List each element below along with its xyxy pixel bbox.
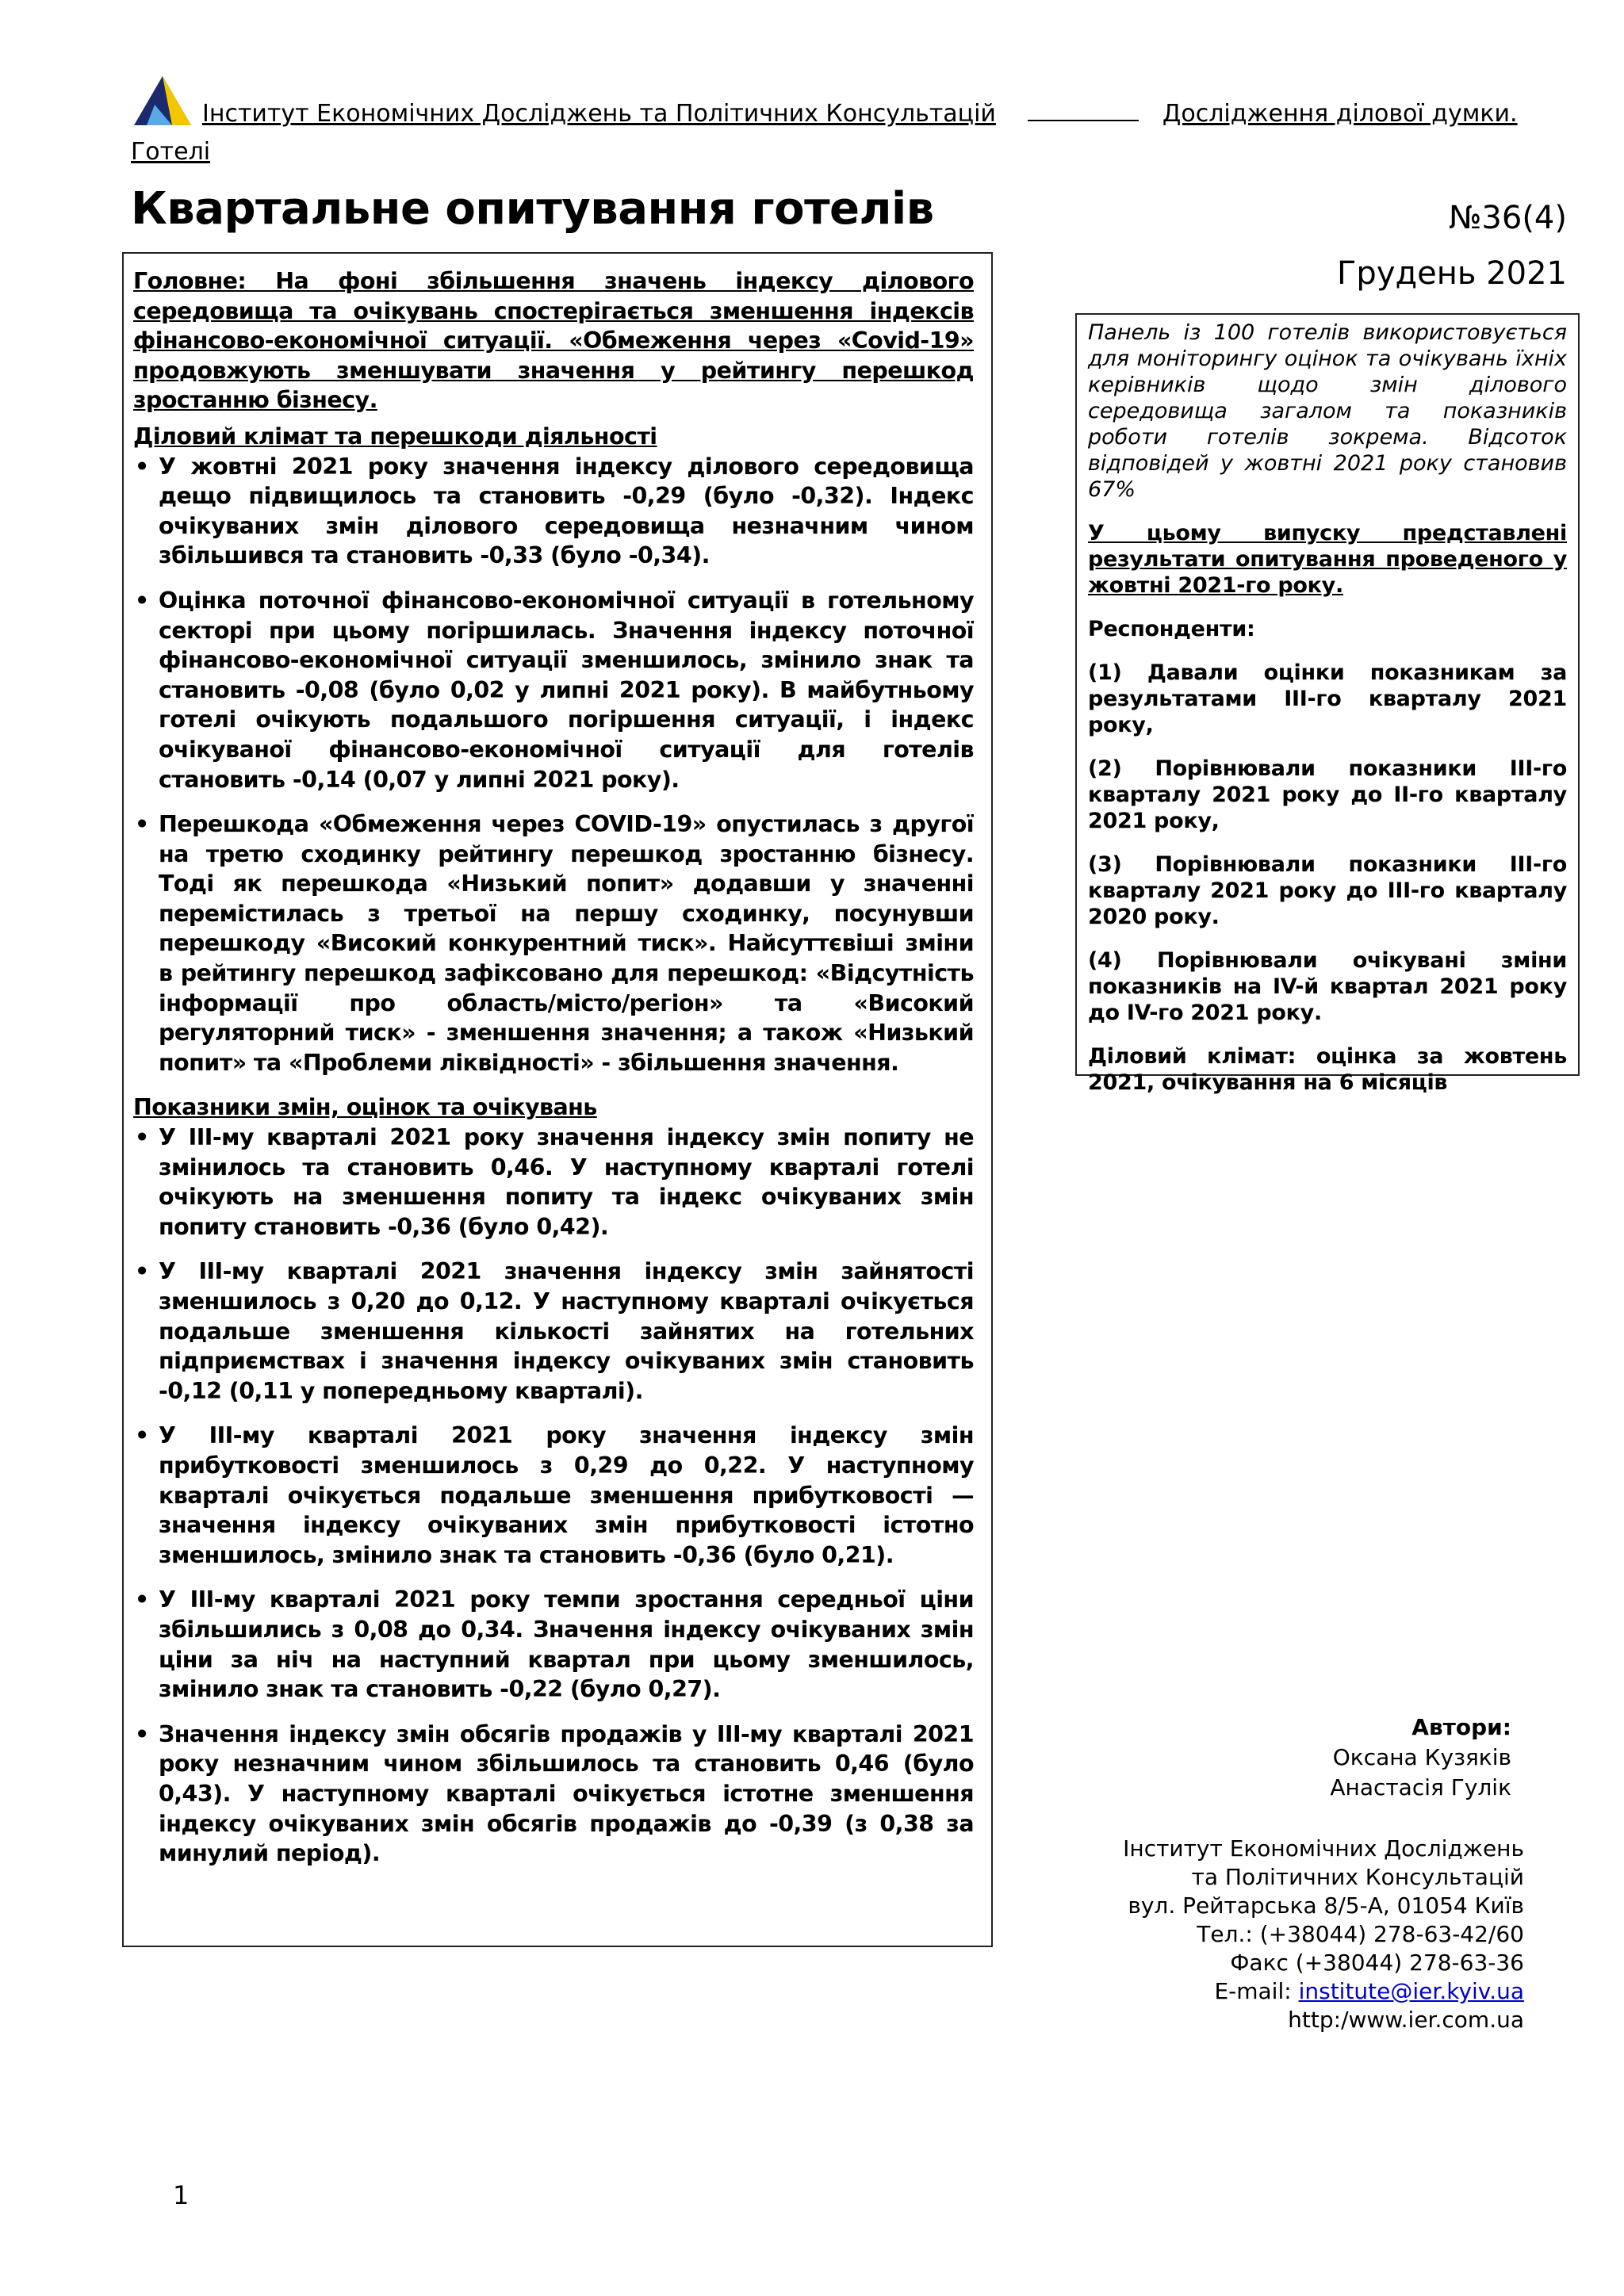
panel-description: Панель із 100 готелів використовується для моніторингу оцінок та очікувань їхніх керівників щодо змін ділового середовища загалом та показників роботи готелів зокрема. Відсоток відповідей у жовтні 2021 року становив 67% — [1088, 320, 1567, 502]
issue-number: №36(4) — [1448, 200, 1567, 236]
main-content-box — [122, 252, 993, 1947]
list-item: • У ІІІ-му кварталі 2021 року темпи зростання середньої ціни збільшились з 0,08 до 0,34. Значення індексу очікуваних змін ціни за ніч на наступний квартал при цьому зменшилось, змінило знак та становить -0,22 (було 0,27). — [133, 1585, 974, 1704]
list-item: • У ІІІ-му кварталі 2021 року значення індексу змін прибутковості зменшилось з 0,29 до 0,22. У наступному кварталі очікується подальше зменшення прибутковості — значення індексу очікуваних змін прибутковості істотно зменшилось, змінило знак та становить -0,36 (було 0,21). — [133, 1421, 974, 1570]
contact-fax: Факс (+38044) 278-63-36 — [1230, 1950, 1524, 1976]
header-series: Дослідження ділової думки. — [1162, 100, 1518, 128]
contact-block — [969, 1835, 1524, 2034]
summary-paragraph: Головне: На фоні збільшення значень індексу ділового середовища та очікувань спостерігається зменшення індексів фінансово-економічної ситуації. «Обмеження через «Covid-19» продовжують зменшувати значення у рейтингу перешкод зростанню бізнесу. — [133, 268, 974, 414]
contact-website[interactable]: http:/www.ier.com.ua — [1288, 2007, 1524, 2033]
respondent-item: (4) Порівнювали очікувані зміни показників на IV-й квартал 2021 року до IV-го 2021 року. — [1088, 948, 1567, 1025]
climate-note: Діловий клімат: оцінка за жовтень 2021, очікування на 6 місяців — [1088, 1044, 1567, 1095]
list-item: • Значення індексу змін обсягів продажів у ІІІ-му кварталі 2021 року незначним чином збільшилось та становить 0,46 (було 0,43). У наступному кварталі очікується істотне зменшення індексу очікуваних змін обсягів продажів до -0,39 (з 0,38 за минулий період). — [133, 1720, 974, 1869]
side-info-box — [1075, 313, 1580, 1095]
contact-address: вул. Рейтарська 8/5-А, 01054 Київ — [1128, 1892, 1524, 1919]
contact-phone: Тел.: (+38044) 278-63-42/60 — [1197, 1921, 1524, 1947]
author-name: Анастасія Гулік — [1330, 1774, 1511, 1800]
authors-block — [1115, 1712, 1511, 1803]
respondent-item: (1) Давали оцінки показникам за результатами ІІІ-го кварталу 2021 року, — [1088, 660, 1567, 737]
respondent-item: (2) Порівнювали показники ІІІ-го кварталу 2021 року до ІІ-го кварталу 2021 року, — [1088, 756, 1567, 833]
respondents-label: Респонденти: — [1088, 617, 1255, 641]
issue-date: Грудень 2021 — [1337, 255, 1567, 292]
section-heading-indicators: Показники змін, оцінок та очікувань — [133, 1094, 597, 1121]
page-number: 1 — [173, 2180, 190, 2210]
contact-institute-line1: Інститут Економічних Досліджень — [1123, 1835, 1524, 1862]
indicators-bullet-list — [133, 1123, 974, 1869]
author-name: Оксана Кузяків — [1332, 1744, 1511, 1770]
list-item: • Оцінка поточної фінансово-економічної ситуації в готельному секторі при цьому погіршилась. Значення індексу поточної фінансово-економічної ситуації зменшилось, змінило знак та становить -0,08 (було 0,02 у липні 2021 року). В майбутньому готелі очікують подальшого погіршення ситуації, і індекс очікуваної фінансово-економічної ситуації для готелів становить -0,14 (0,07 у липні 2021 року). — [133, 586, 974, 794]
contact-email-line — [969, 1977, 1524, 2006]
list-item: • У ІІІ-му кварталі 2021 значення індексу змін зайнятості зменшилось з 0,20 до 0,12. У наступному кварталі очікується подальше зменшення кількості зайнятих на готельних підприємствах і значення індексу очікуваних змін становить -0,12 (0,11 у попередньому кварталі). — [133, 1257, 974, 1406]
climate-bullet-list — [133, 452, 974, 1078]
contact-institute-line2: та Політичних Консультацій — [1191, 1864, 1524, 1890]
page-title: Квартальне опитування готелів — [131, 183, 934, 235]
header-section: Готелі — [131, 138, 211, 166]
authors-label: Автори: — [1411, 1714, 1511, 1740]
header-line — [131, 98, 1526, 130]
header-separator — [1028, 119, 1139, 121]
respondent-item: (3) Порівнювали показники ІІІ-го кварталу 2021 року до ІІІ-го кварталу 2020 року. — [1088, 852, 1567, 929]
list-item: • У ІІІ-му кварталі 2021 року значення індексу змін попиту не змінилось та становить 0,46. У наступному кварталі готелі очікують на зменшення попиту та індекс очікуваних змін попиту становить -0,36 (було 0,42). — [133, 1123, 974, 1242]
header-institute: Інститут Економічних Досліджень та Політичних Консультацій — [202, 100, 996, 128]
email-label: E-mail: — [1214, 1978, 1299, 2004]
list-item: • Перешкода «Обмеження через COVID-19» опустилась з другої на третю сходинку рейтингу перешкод зростанню бізнесу. Тоді як перешкода «Низький попит» додавши у значенні перемістилась з третьої на першу сходинку, посунувши перешкоду «Високий конкурентний тиск». Найсуттєвіші зміни в рейтингу перешкод зафіксовано для перешкод: «Відсутність інформації про область/місто/регіон» та «Високий регуляторний тиск» - зменшення значення; а також «Низький попит» та «Проблеми ліквідності» - збільшення значення. — [133, 809, 974, 1077]
list-item: • У жовтні 2021 року значення індексу ділового середовища дещо підвищилось та становить -0,29 (було -0,32). Індекс очікуваних змін ділового середовища незначним чином збільшився та становить -0,33 (було -0,34). — [133, 452, 974, 571]
section-heading-climate: Діловий клімат та перешкоди діяльності — [133, 423, 657, 450]
email-link[interactable]: institute@ier.kyiv.ua — [1298, 1978, 1524, 2004]
issue-note: У цьому випуску представлені результати опитування проведеного у жовтні 2021-го року. — [1088, 521, 1567, 598]
